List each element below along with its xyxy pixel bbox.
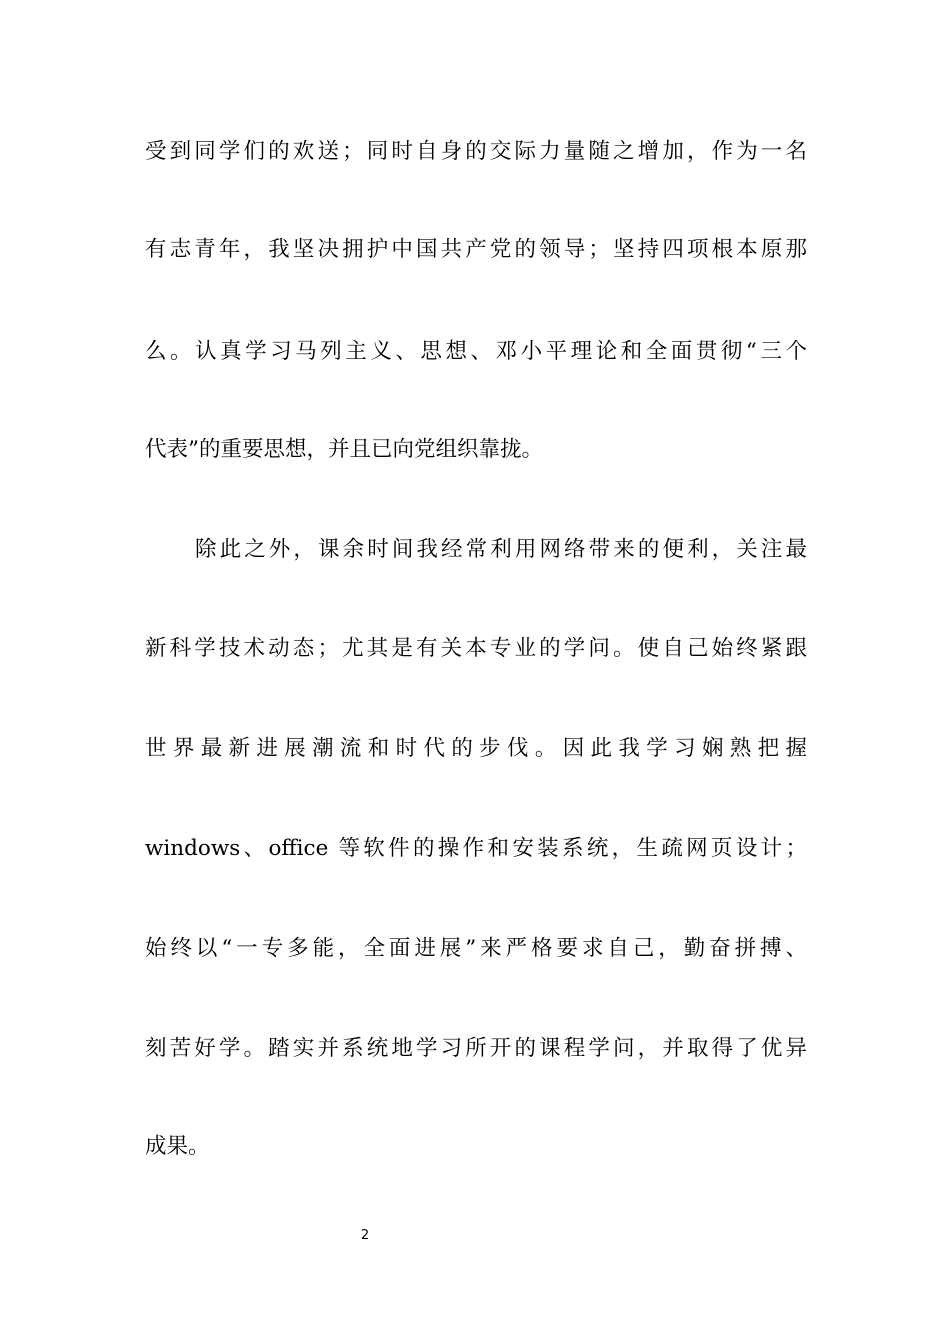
body-text-line: 有志青年，我坚决拥护中国共产党的领导；坚持四项根本原那 [145, 237, 807, 262]
paragraph-first-line: 除此之外，课余时间我经常利用网络带来的便利，关注最 [195, 537, 807, 562]
body-text-line: 刻苦好学。踏实并系统地学习所开的课程学问，并取得了优异 [145, 1036, 807, 1061]
body-text-line: 代表”的重要思想，并且已向党组织靠拢。 [145, 437, 543, 462]
page-number: 2 [360, 1228, 370, 1243]
body-text-line: 世界最新进展潮流和时代的步伐。因此我学习娴熟把握 [145, 736, 807, 761]
body-text-line: 成果。 [145, 1134, 210, 1159]
body-text-line: 新科学技术动态；尤其是有关本专业的学问。使自己始终紧跟 [145, 636, 807, 661]
body-text-line: 受到同学们的欢送；同时自身的交际力量随之增加，作为一名 [145, 139, 807, 164]
body-text-line: 始终以“一专多能，全面进展”来严格要求自己，勤奋拼搏、 [145, 936, 807, 961]
body-text-line: windows、office 等软件的操作和安装系统，生疏网页设计； [145, 836, 807, 861]
body-text-line: 么。认真学习马列主义、思想、邓小平理论和全面贯彻“三个 [145, 339, 807, 364]
